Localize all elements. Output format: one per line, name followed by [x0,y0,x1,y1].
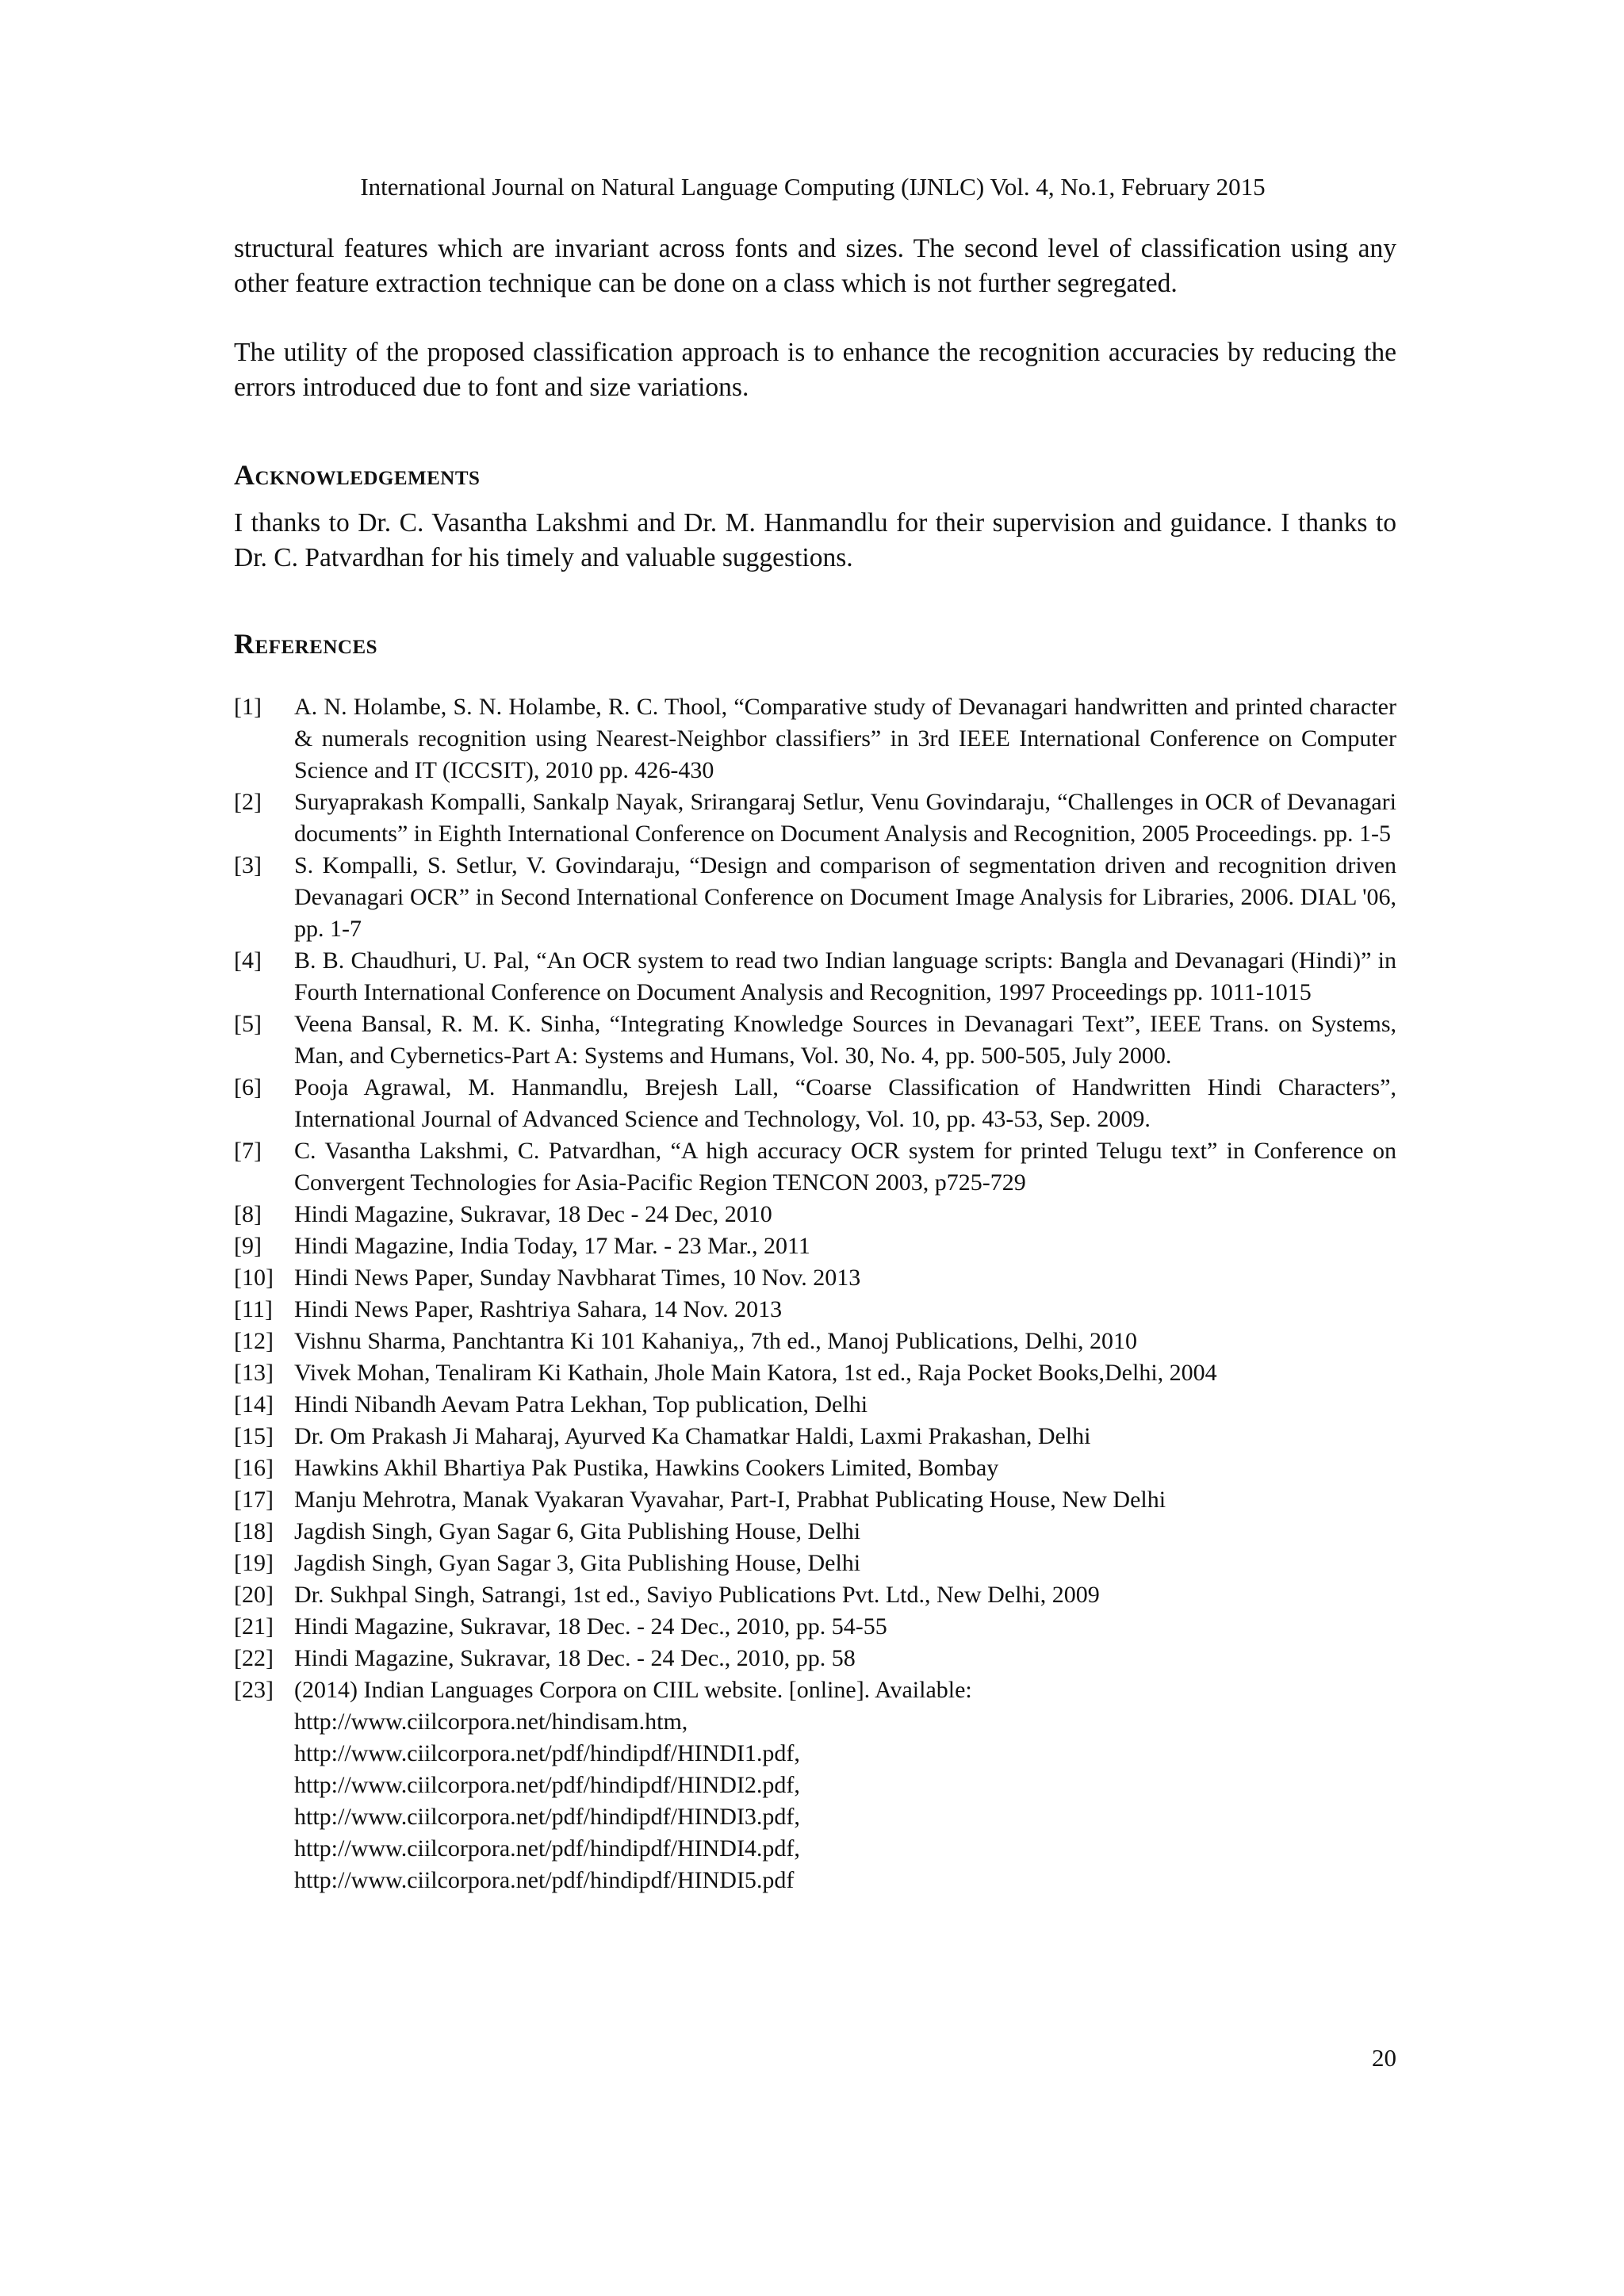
reference-number: [13] [234,1360,274,1386]
reference-item [234,786,1396,850]
reference-item [234,1548,1396,1579]
reference-item [234,1484,1396,1516]
reference-number: [20] [234,1582,274,1608]
reference-text: Hindi News Paper, Sunday Navbharat Times, 10 Nov. 2013 [294,1265,861,1291]
reference-number: [16] [234,1455,274,1481]
reference-text: C. Vasantha Lakshmi, C. Patvardhan, “A high accuracy OCR system for printed Telugu text” in Conference on Convergent Technologies for Asia-Pacific Region TENCON 2003, p725-729 [294,1138,1396,1196]
reference-number: [22] [234,1645,274,1671]
reference-item [234,945,1396,1008]
reference-url: http://www.ciilcorpora.net/pdf/hindipdf/HINDI3.pdf, [294,1804,800,1830]
reference-number: [23] [234,1677,274,1703]
reference-number: [15] [234,1423,274,1449]
reference-number: [2] [234,789,262,815]
references-list [234,691,1396,1896]
reference-text: Hindi Magazine, India Today, 17 Mar. - 23 Mar., 2011 [294,1233,810,1259]
reference-description: (2014) Indian Languages Corpora on CIIL website. [online]. Available: [294,1677,972,1703]
reference-text: Hawkins Akhil Bhartiya Pak Pustika, Hawkins Cookers Limited, Bombay [294,1455,999,1481]
reference-text: Hindi News Paper, Rashtriya Sahara, 14 Nov. 2013 [294,1296,783,1322]
reference-text [294,1674,1396,1896]
reference-item [234,1674,1396,1896]
reference-number: [18] [234,1518,274,1544]
reference-item [234,1579,1396,1611]
reference-text: Dr. Om Prakash Ji Maharaj, Ayurved Ka Chamatkar Haldi, Laxmi Prakashan, Delhi [294,1423,1091,1449]
reference-item [234,1294,1396,1326]
reference-text: Hindi Nibandh Aevam Patra Lekhan, Top publication, Delhi [294,1391,868,1418]
reference-number: [10] [234,1265,274,1291]
reference-item [234,1516,1396,1548]
reference-number: [5] [234,1011,262,1037]
acknowledgements-heading: Acknowledgements [234,459,481,491]
body-paragraph-2: The utility of the proposed classification approach is to enhance the recognition accuracies by reducing the errors introduced due to font and size variations. [234,338,1396,402]
body-paragraph-1: structural features which are invariant across fonts and sizes. The second level of classification using any other feature extraction technique can be done on a class which is not further segregated. [234,234,1396,298]
reference-item [234,691,1396,786]
reference-number: [3] [234,852,262,878]
reference-item [234,1357,1396,1389]
reference-text: Hindi Magazine, Sukravar, 18 Dec. - 24 Dec., 2010, pp. 58 [294,1645,856,1671]
reference-url: http://www.ciilcorpora.net/hindisam.htm, [294,1709,688,1735]
reference-text: A. N. Holambe, S. N. Holambe, R. C. Thool, “Comparative study of Devanagari handwritten and printed character & numerals recognition using Nearest-Neighbor classifiers” in 3rd IEEE International Conference on Computer Science and IT (ICCSIT), 2010 pp. 426-430 [294,694,1396,783]
reference-text: Pooja Agrawal, M. Hanmandlu, Brejesh Lall, “Coarse Classification of Handwritten Hindi Characters”, International Journal of Advanced Science and Technology, Vol. 10, pp. 43-53, Sep. 2009. [294,1074,1396,1132]
reference-number: [4] [234,947,262,974]
reference-text: Jagdish Singh, Gyan Sagar 3, Gita Publishing House, Delhi [294,1550,861,1576]
references-heading: References [234,628,378,660]
reference-text: Jagdish Singh, Gyan Sagar 6, Gita Publishing House, Delhi [294,1518,861,1544]
reference-item [234,1643,1396,1674]
reference-text: S. Kompalli, S. Setlur, V. Govindaraju, “Design and comparison of segmentation driven and recognition driven Devanagari OCR” in Second International Conference on Document Image Analysis for Libraries, 2006. DIAL '06, pp. 1-7 [294,852,1396,942]
reference-number: [17] [234,1487,274,1513]
reference-url: http://www.ciilcorpora.net/pdf/hindipdf/HINDI2.pdf, [294,1772,800,1798]
reference-number: [12] [234,1328,274,1354]
reference-text: Hindi Magazine, Sukravar, 18 Dec. - 24 Dec., 2010, pp. 54-55 [294,1613,887,1640]
reference-text: B. B. Chaudhuri, U. Pal, “An OCR system to read two Indian language scripts: Bangla and Devanagari (Hindi)” in Fourth International Conference on Document Analysis and Recognition, 1997 Proceedings pp. 1011-1015 [294,947,1396,1005]
reference-number: [21] [234,1613,274,1640]
reference-number: [19] [234,1550,274,1576]
reference-url: http://www.ciilcorpora.net/pdf/hindipdf/HINDI5.pdf [294,1867,795,1893]
reference-item [234,850,1396,945]
page-content [234,232,1396,1896]
reference-item [234,1230,1396,1262]
reference-item [234,1421,1396,1452]
reference-number: [11] [234,1296,273,1322]
reference-item [234,1135,1396,1199]
reference-item [234,1262,1396,1294]
reference-number: [9] [234,1233,262,1259]
reference-item [234,1326,1396,1357]
reference-number: [7] [234,1138,262,1164]
reference-text: Manju Mehrotra, Manak Vyakaran Vyavahar, Part-I, Prabhat Publicating House, New Delhi [294,1487,1166,1513]
reference-number: [1] [234,694,262,720]
reference-number: [14] [234,1391,274,1418]
reference-text: Vivek Mohan, Tenaliram Ki Kathain, Jhole Main Katora, 1st ed., Raja Pocket Books,Delhi, 2004 [294,1360,1217,1386]
reference-text: Suryaprakash Kompalli, Sankalp Nayak, Srirangaraj Setlur, Venu Govindaraju, “Challenges in OCR of Devanagari documents” in Eighth International Conference on Document Analysis and Recognition, 2005 Proceedings. pp. 1-5 [294,789,1396,847]
reference-text: Vishnu Sharma, Panchtantra Ki 101 Kahaniya,, 7th ed., Manoj Publications, Delhi, 2010 [294,1328,1138,1354]
reference-number: [8] [234,1201,262,1227]
reference-url: http://www.ciilcorpora.net/pdf/hindipdf/HINDI4.pdf, [294,1835,800,1862]
reference-url: http://www.ciilcorpora.net/pdf/hindipdf/HINDI1.pdf, [294,1740,800,1766]
reference-item [234,1199,1396,1230]
reference-text: Veena Bansal, R. M. K. Sinha, “Integrating Knowledge Sources in Devanagari Text”, IEEE Trans. on Systems, Man, and Cybernetics-Part A: Systems and Humans, Vol. 30, No. 4, pp. 500-505, July 2000. [294,1011,1396,1069]
reference-text: Hindi Magazine, Sukravar, 18 Dec - 24 Dec, 2010 [294,1201,772,1227]
acknowledgements-text: I thanks to Dr. C. Vasantha Lakshmi and Dr. M. Hanmandlu for their supervision and guidance. I thanks to Dr. C. Patvardhan for his timely and valuable suggestions. [234,508,1396,572]
page-number: 20 [1372,2044,1396,2072]
reference-text: Dr. Sukhpal Singh, Satrangi, 1st ed., Saviyo Publications Pvt. Ltd., New Delhi, 2009 [294,1582,1100,1608]
reference-item [234,1611,1396,1643]
reference-item [234,1008,1396,1072]
reference-item [234,1452,1396,1484]
running-header: International Journal on Natural Language Computing (IJNLC) Vol. 4, No.1, February 2015 [360,173,1266,201]
reference-item [234,1072,1396,1135]
reference-item [234,1389,1396,1421]
reference-number: [6] [234,1074,262,1100]
